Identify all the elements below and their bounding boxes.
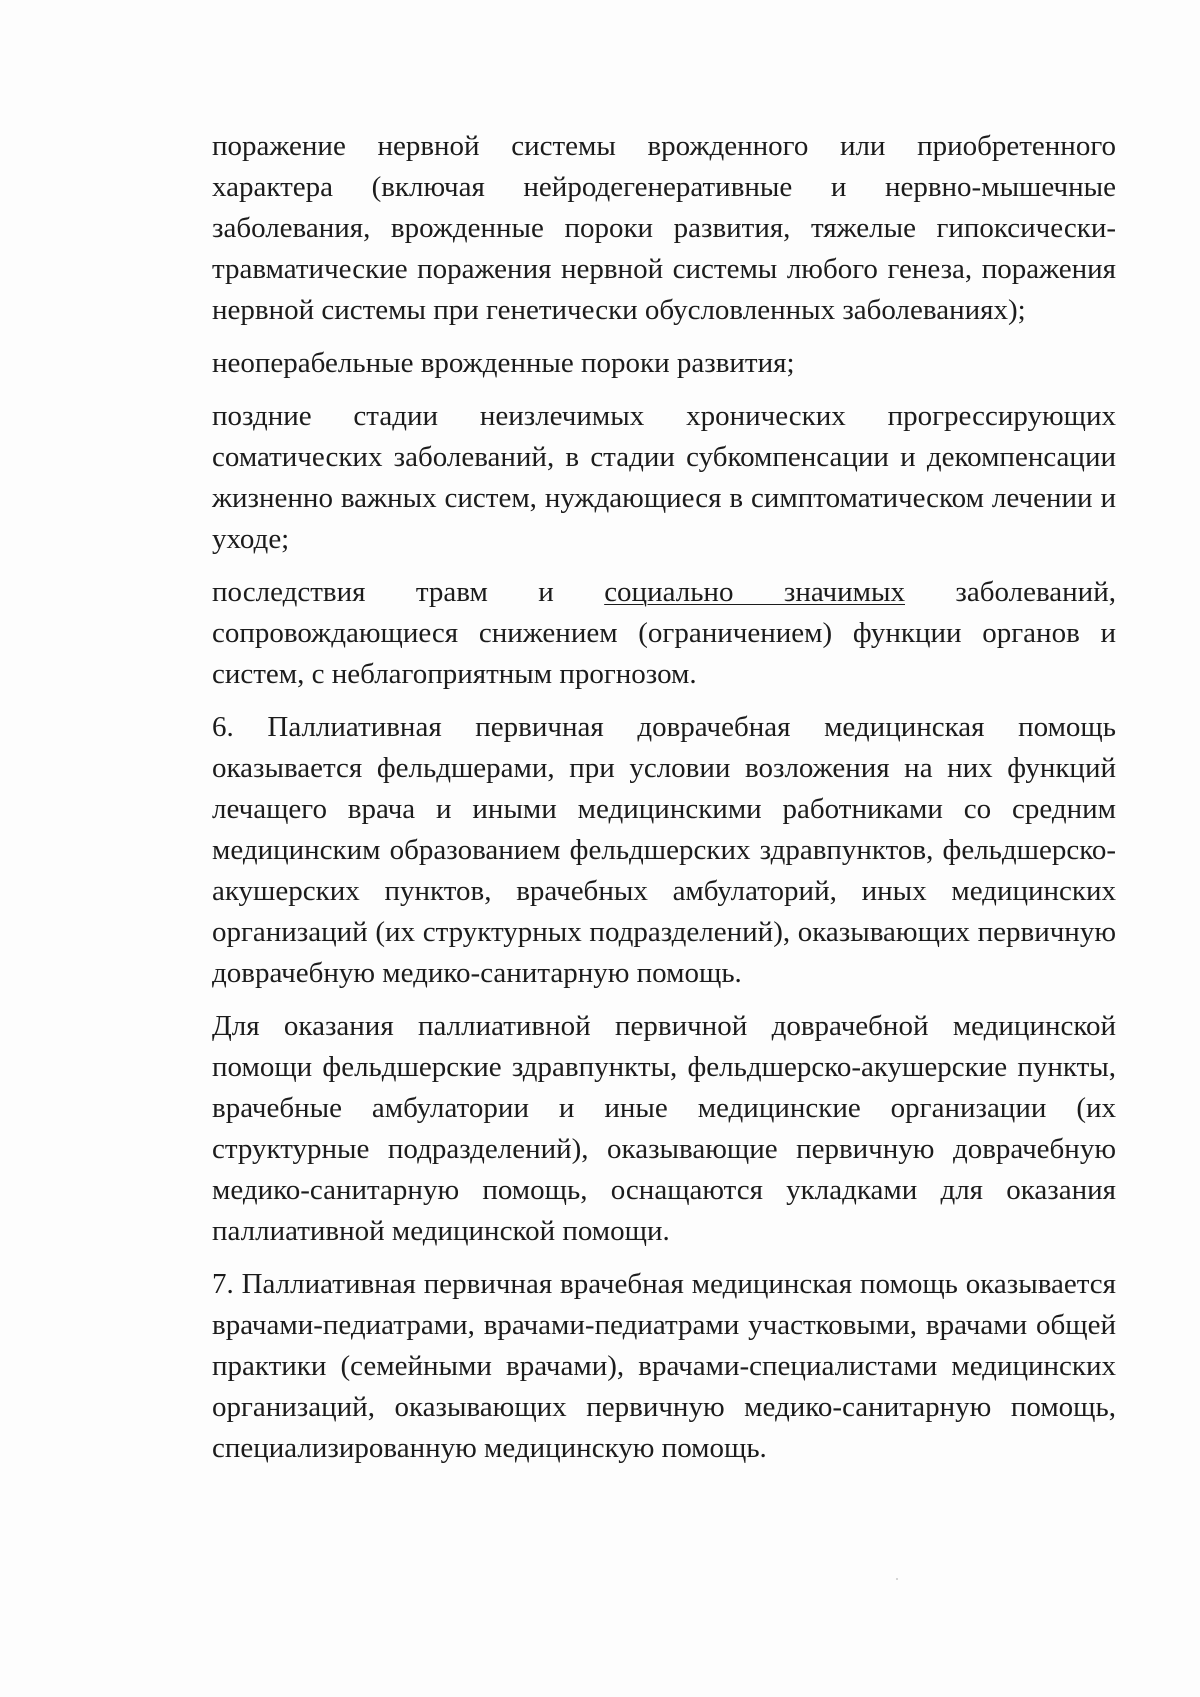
paragraph-equipment-kits: Для оказания паллиативной первичной доврачебной медицинской помощи фельдшерские здравпункты, фельдшерско-акушерские пункты, врачебные амбулатории и иные медицинские организации (их структурные подразделений), оказывающие первичную доврачебную медико-санитарную помощь, оснащаются укладками для оказания паллиативной медицинской помощи. bbox=[212, 1010, 1116, 1247]
scan-speck bbox=[896, 1578, 898, 1580]
paragraph-item-6: 6. Паллиативная первичная доврачебная медицинская помощь оказывается фельдшерами, при условии возложения на них функций лечащего врача и иными медицинскими работниками со средним медицинским образованием фельдшерских здравпунктов, фельдшерско-акушерских пунктов, врачебных амбулаторий, иных медицинских организаций (их структурных подразделений), оказывающих первичную доврачебную медико-санитарную помощь. bbox=[212, 711, 1116, 989]
paragraph-consequences-of-injuries bbox=[212, 572, 1116, 695]
paragraph-text-end: заболеваний, сопровождающиеся снижением (ограничением) функции органов и систем, с неблагоприятным прогнозом. bbox=[212, 576, 1116, 690]
document-body bbox=[212, 126, 1116, 1481]
paragraph-nervous-system-lesions: поражение нервной системы врожденного или приобретенного характера (включая нейродегенеративные и нервно-мышечные заболевания, врожденные пороки развития, тяжелые гипоксически-травматические поражения нервной системы любого генеза, поражения нервной системы при генетически обусловленных заболеваниях); bbox=[212, 130, 1116, 326]
paragraph-inoperable-malformations: неоперабельные врожденные пороки развития; bbox=[212, 347, 795, 379]
paragraph-text-start: последствия травм и bbox=[212, 576, 605, 608]
underlined-phrase: социально значимых bbox=[604, 576, 905, 608]
paragraph-late-stages-chronic-diseases: поздние стадии неизлечимых хронических прогрессирующих соматических заболеваний, в стадии субкомпенсации и декомпенсации жизненно важных систем, нуждающиеся в симптоматическом лечении и уходе; bbox=[212, 400, 1116, 555]
paragraph-item-7: 7. Паллиативная первичная врачебная медицинская помощь оказывается врачами-педиатрами, врачами-педиатрами участковыми, врачами общей практики (семейными врачами), врачами-специалистами медицинских организаций, оказывающих первичную медико-санитарную помощь, специализированную медицинскую помощь. bbox=[212, 1268, 1116, 1464]
